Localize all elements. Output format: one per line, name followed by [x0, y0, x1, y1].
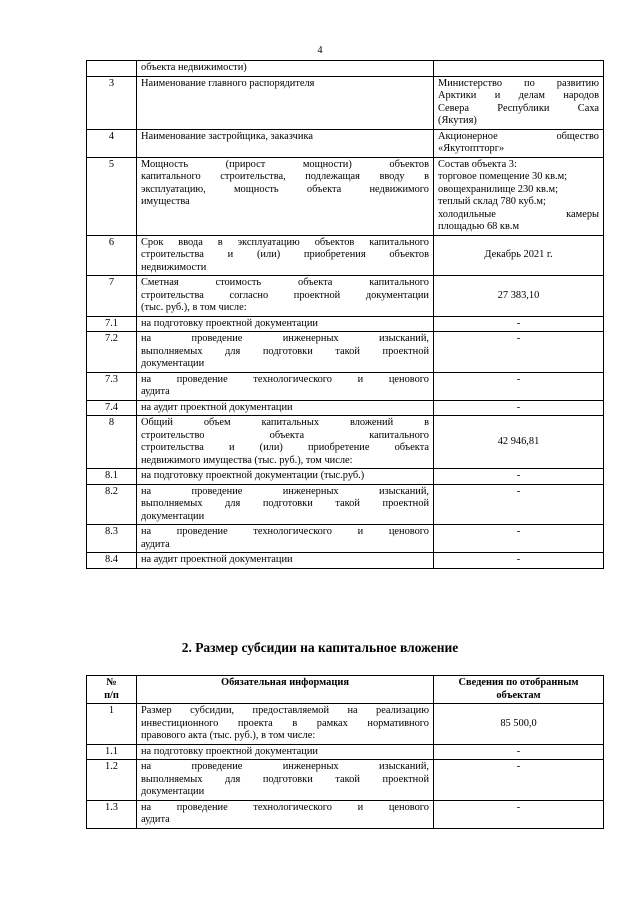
- value-line: -: [516, 470, 521, 481]
- table-row: [87, 553, 604, 569]
- table-row: [87, 129, 604, 157]
- description-line: выполняемых для подготовки такой проектной: [141, 498, 429, 509]
- table-row: [87, 61, 604, 77]
- row-number: 5: [87, 157, 137, 235]
- header-value-line: Сведения по отобранным: [458, 677, 579, 688]
- description-line: документации: [141, 510, 205, 522]
- investment-project-table-body: [87, 61, 604, 569]
- row-description: [137, 276, 434, 317]
- row-value: [434, 525, 604, 553]
- row-value: [434, 553, 604, 569]
- table-row: [87, 484, 604, 525]
- row-description: [137, 316, 434, 332]
- row-value: [434, 800, 604, 828]
- row-value: [434, 400, 604, 416]
- table-row: [87, 400, 604, 416]
- description-line: инвестиционного проекта в рамках нормативного: [141, 717, 429, 729]
- value-line: 27 383,10: [497, 289, 540, 301]
- row-value: [434, 157, 604, 235]
- table-row: [87, 372, 604, 400]
- row-description: [137, 76, 434, 129]
- row-number: 8.1: [87, 469, 137, 485]
- value-line: -: [516, 745, 521, 757]
- value-line: холодильные камеры: [438, 208, 599, 220]
- header-num-line: №: [106, 677, 117, 688]
- row-value: [434, 416, 604, 469]
- value-line: Севера Республики Саха: [438, 102, 599, 114]
- description-line: на подготовку проектной документации: [141, 745, 318, 757]
- value-line: Акционерное общество: [438, 130, 599, 142]
- description-line: Срок ввода в эксплуатацию объектов капитального: [141, 236, 429, 248]
- description-line: Наименование главного распорядителя: [141, 77, 315, 89]
- description-line: объекта недвижимости): [141, 62, 247, 73]
- value-line: Декабрь 2021 г.: [484, 249, 553, 260]
- row-number: 8.3: [87, 525, 137, 553]
- row-value: [434, 235, 604, 276]
- row-description: [137, 372, 434, 400]
- row-description: [137, 525, 434, 553]
- subsidy-table-header-row: [87, 676, 604, 704]
- value-line: Состав объекта 3:: [438, 158, 517, 170]
- description-line: на проведение технологического и ценового: [141, 801, 429, 813]
- description-line: документации: [141, 786, 205, 797]
- row-number: 8.4: [87, 553, 137, 569]
- row-number: 7: [87, 276, 137, 317]
- row-value: [434, 316, 604, 332]
- row-description: [137, 61, 434, 77]
- header-num: [87, 676, 137, 704]
- row-description: [137, 744, 434, 760]
- row-value: [434, 484, 604, 525]
- row-value: [434, 276, 604, 317]
- description-line: недвижимости: [141, 261, 207, 273]
- description-line: документации: [141, 358, 205, 369]
- description-line: на проведение инженерных изысканий,: [141, 333, 429, 344]
- row-number: 1.2: [87, 760, 137, 801]
- subsidy-table: [86, 675, 604, 829]
- value-line: -: [516, 373, 521, 385]
- description-line: строительства и (или) приобретения объектов: [141, 249, 429, 260]
- row-description: [137, 553, 434, 569]
- value-line: торговое помещение 30 кв.м;: [438, 171, 568, 182]
- value-line: площадью 68 кв.м: [438, 221, 520, 232]
- description-line: аудита: [141, 386, 170, 397]
- row-description: [137, 704, 434, 745]
- row-number: 1.3: [87, 800, 137, 828]
- table-row: [87, 469, 604, 485]
- value-line: овощехранилище 230 кв.м;: [438, 183, 558, 195]
- header-value: [434, 676, 604, 704]
- row-description: [137, 332, 434, 373]
- row-number: 3: [87, 76, 137, 129]
- header-value-line: объектам: [496, 689, 541, 701]
- table-row: [87, 316, 604, 332]
- row-number: 1: [87, 704, 137, 745]
- row-number: 8: [87, 416, 137, 469]
- description-line: Мощность (прирост мощности) объектов: [141, 158, 429, 170]
- value-line: 85 500,0: [500, 717, 537, 729]
- description-line: аудита: [141, 814, 170, 825]
- row-value: [434, 61, 604, 77]
- value-line: -: [516, 801, 521, 813]
- value-line: -: [516, 526, 521, 537]
- header-desc-line: Обязательная информация: [221, 677, 349, 688]
- description-line: выполняемых для подготовки такой проектной: [141, 773, 429, 785]
- value-line: -: [516, 761, 521, 772]
- table-row: [87, 760, 604, 801]
- row-number: 7.4: [87, 400, 137, 416]
- table-row: [87, 276, 604, 317]
- description-line: недвижимого имущества (тыс. руб.), том числе:: [141, 454, 353, 466]
- table-row: [87, 157, 604, 235]
- page-number: 4: [317, 45, 323, 56]
- description-line: правового акта (тыс. руб.), в том числе:: [141, 730, 316, 741]
- row-number: 8.2: [87, 484, 137, 525]
- row-number: 1.1: [87, 744, 137, 760]
- value-line: «Якутоптторг»: [438, 143, 505, 154]
- table-row: [87, 332, 604, 373]
- description-line: на аудит проектной документации: [141, 554, 293, 565]
- subsidy-table-body: [87, 704, 604, 829]
- description-line: эксплуатацию, мощность объекта недвижимого: [141, 183, 429, 195]
- row-description: [137, 760, 434, 801]
- row-number: [87, 61, 137, 77]
- table-row: [87, 416, 604, 469]
- description-line: аудита: [141, 538, 170, 550]
- table-row: [87, 525, 604, 553]
- value-line: -: [516, 485, 521, 497]
- description-line: строительства согласно проектной документации: [141, 289, 429, 301]
- value-line: теплый склад 780 куб.м;: [438, 196, 546, 207]
- row-description: [137, 235, 434, 276]
- description-line: на подготовку проектной документации: [141, 317, 318, 329]
- row-description: [137, 157, 434, 235]
- investment-project-table: [86, 60, 604, 569]
- row-number: 7.2: [87, 332, 137, 373]
- row-value: [434, 760, 604, 801]
- description-line: на проведение инженерных изысканий,: [141, 485, 429, 497]
- row-value: [434, 469, 604, 485]
- row-number: 4: [87, 129, 137, 157]
- description-line: (тыс. руб.), в том числе:: [141, 302, 247, 313]
- row-number: 7.3: [87, 372, 137, 400]
- description-line: Размер субсидии, предоставляемой на реализацию: [141, 705, 429, 716]
- row-description: [137, 129, 434, 157]
- value-line: -: [516, 554, 521, 565]
- row-description: [137, 416, 434, 469]
- description-line: Сметная стоимость объекта капитального: [141, 277, 429, 288]
- description-line: на аудит проектной документации: [141, 401, 293, 413]
- row-value: [434, 744, 604, 760]
- table-row: [87, 704, 604, 745]
- description-line: на проведение технологического и ценового: [141, 526, 429, 537]
- value-line: -: [516, 401, 521, 413]
- description-line: на проведение технологического и ценового: [141, 373, 429, 385]
- row-number: 6: [87, 235, 137, 276]
- value-line: Арктики и делам народов: [438, 90, 599, 101]
- description-line: Наименование застройщика, заказчика: [141, 130, 313, 142]
- table-row: [87, 744, 604, 760]
- row-description: [137, 800, 434, 828]
- row-value: [434, 704, 604, 745]
- row-value: [434, 76, 604, 129]
- description-line: имущества: [141, 196, 190, 207]
- value-line: (Якутия): [438, 115, 477, 126]
- value-line: 42 946,81: [497, 435, 540, 447]
- description-line: капитального строительства, подлежащая вводу в: [141, 171, 429, 182]
- value-line: -: [516, 333, 521, 344]
- row-description: [137, 469, 434, 485]
- description-line: Общий объем капитальных вложений в: [141, 417, 429, 428]
- table-row: [87, 76, 604, 129]
- row-description: [137, 484, 434, 525]
- row-value: [434, 129, 604, 157]
- header-desc: [137, 676, 434, 704]
- table-row: [87, 235, 604, 276]
- description-line: строительство объекта капитального: [141, 429, 429, 441]
- description-line: выполняемых для подготовки такой проектной: [141, 345, 429, 357]
- row-value: [434, 332, 604, 373]
- description-line: на проведение инженерных изысканий,: [141, 761, 429, 772]
- header-num-line: п/п: [104, 689, 119, 701]
- value-line: -: [516, 317, 521, 329]
- table-row: [87, 800, 604, 828]
- description-line: строительства и (или) приобретение объекта: [141, 442, 429, 453]
- row-value: [434, 372, 604, 400]
- row-description: [137, 400, 434, 416]
- row-number: 7.1: [87, 316, 137, 332]
- section-heading: 2. Размер субсидии на капитальное вложение: [181, 640, 459, 655]
- description-line: на подготовку проектной документации (тыс.руб.): [141, 470, 365, 481]
- value-line: Министерство по развитию: [438, 77, 599, 89]
